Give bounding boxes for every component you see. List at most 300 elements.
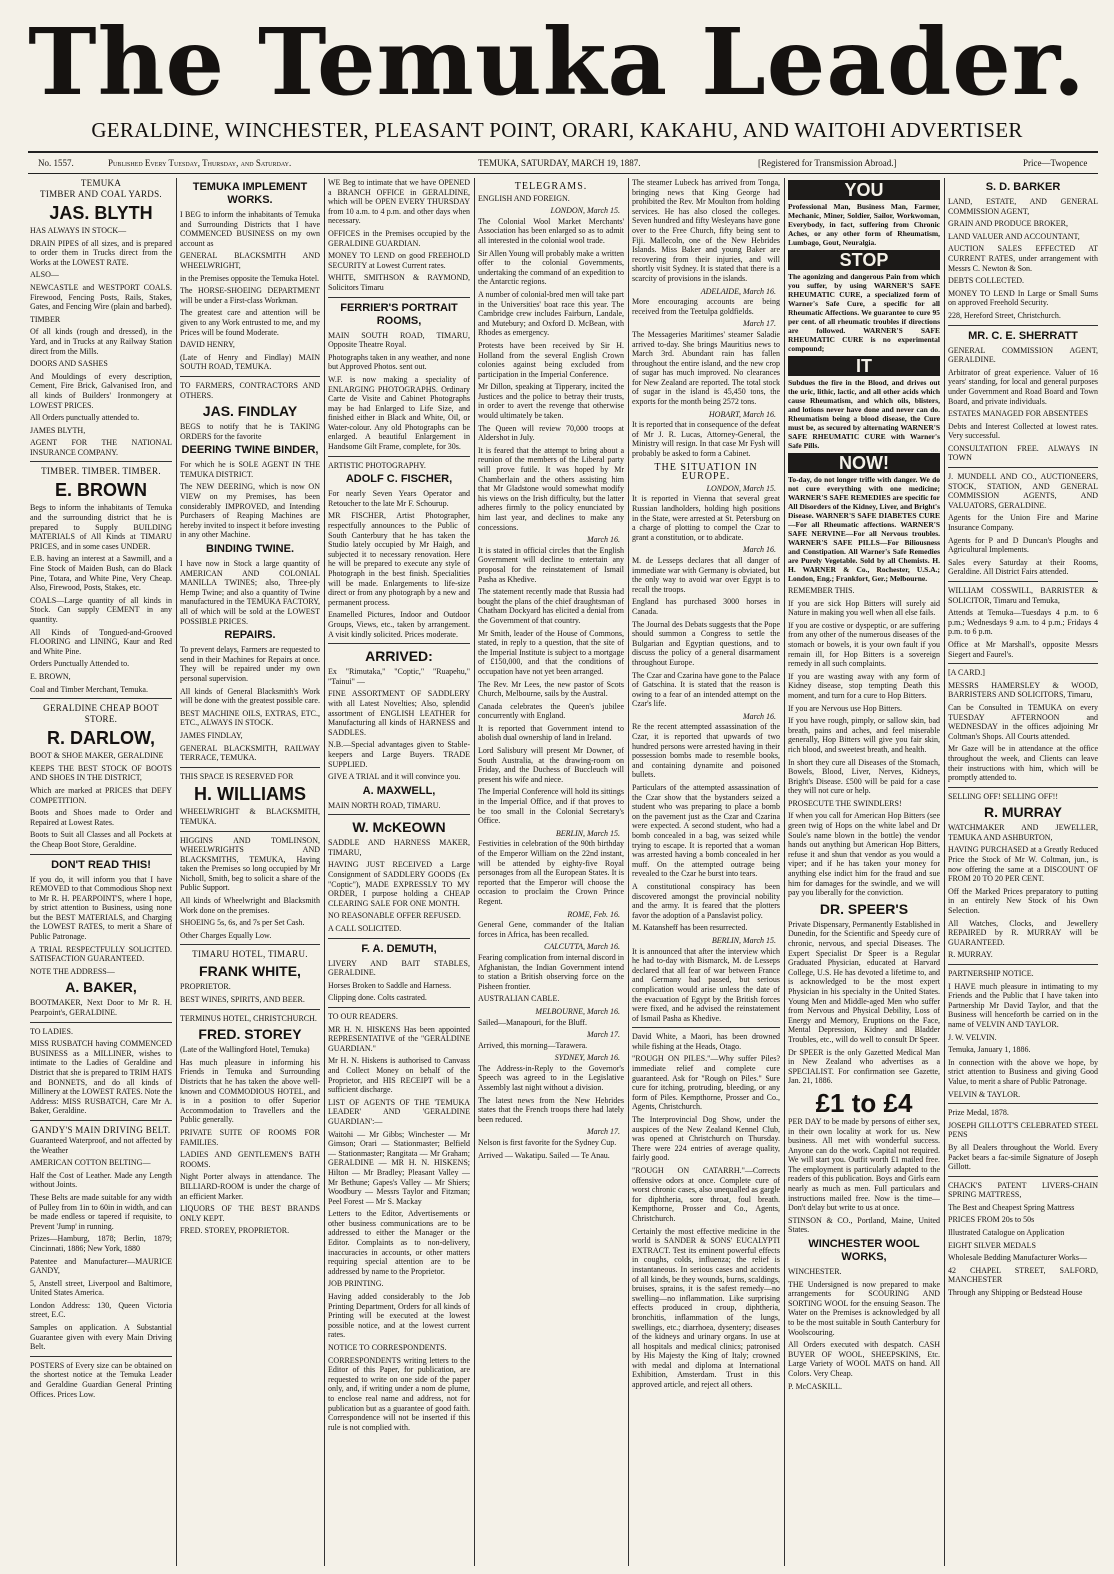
section-rule (328, 456, 470, 457)
centered-line: Prize Medal, 1878. (948, 1108, 1009, 1118)
dateline-entry: March 16. (742, 545, 776, 555)
paragraph: I have now in Stock a large quantity of AMERICAN AND COLONIAL MANILLA TWINES; also, Three-ply Hemp Twine; and also a quantity of Twine manufactured in the TEMUKA FACTORY, all of which will be sold at the LOWEST POSSIBLE PRICES. (180, 559, 320, 626)
paragraph: Fearing complication from internal discord in Afghanistan, the Indian Government intend to station a British observing force on the Pisheen frontier. (478, 952, 624, 991)
paragraph: THE Undersigned is now prepared to make arrangements for SCOURING AND SORTING WOOL for the ensuing Season. The Water on the Premises is acknowledged by all to be the most suitable in South Canterbury for Woolscouring. (788, 1279, 940, 1337)
column-4 (478, 178, 624, 1568)
paragraph: 228, Hereford Street, Christchurch. (948, 310, 1061, 320)
centered-line: WHITE, SMITHSON & RAYMOND, Solicitors Timaru (328, 273, 470, 292)
centered-line: GRAIN AND PRODUCE BROKER, (948, 219, 1069, 229)
paragraph: Protests have been received by Sir H. Holland from the several English Crown colonies against being excluded from participation in the Imperial Conference. (478, 340, 624, 379)
dateline-entry: ROME, Feb. 16. (567, 909, 620, 919)
paragraph: MISS RUSBATCH having COMMENCED BUSINESS as a MILLINER, wishes to intimate to the Ladies of Geraldine and District that she is prepared to TRIM HATS and BONNETS, and do all kinds of Millinery at the LOWEST RATES. Note the Address: MISS RUSBATCH, Care Mr A. Baker, Geraldine. (30, 1039, 172, 1116)
ad-heading: H. WILLIAMS (194, 784, 306, 805)
ad-heading: ADOLF C. FISCHER, (345, 473, 453, 486)
centered-line: NOTICE TO CORRESPONDENTS. (328, 1343, 447, 1352)
paragraph: FINE ASSORTMENT OF SADDLERY with all Latest Novelties; Also, splendid assortment of ENGLISH LEATHER for Manufacturing all kinds of HARNESS and SADDLES. (328, 689, 470, 737)
paragraph: Samples on application. A Substantial Guarantee given with every Main Driving Belt. (30, 1323, 172, 1352)
paragraph: POSTERS of Every size can be obtained on the shortest notice at the Temuka Leader and Geraldine Guardian General Printing Offices. Prices Low. (30, 1360, 172, 1399)
centered-line: Orders Punctually Attended to. (30, 659, 130, 669)
paragraph: The Interprovincial Dog Show, under the auspices of the New Zealand Kennel Club, was opened at Christchurch on Thursday. There were 224 entries of average quality, fairly good. (632, 1115, 780, 1163)
centered-line: THIS SPACE IS RESERVED FOR (180, 771, 294, 781)
paragraph: HAVING JUST RECEIVED a Large Consignment of SADDLERY GOODS (Ex "Coptic"), MADE EXPRESSLY TO MY ORDER, I purpose holding a CHEAP CLEARING SALE FOR ONE MONTH. (328, 860, 470, 908)
centered-line: EIGHT SILVER MEDALS (948, 1240, 1037, 1250)
centered-line: MONEY TO LEND In Large or Small Sums on approved Freehold Security. (948, 288, 1098, 308)
centered-line: WATCHMAKER AND JEWELLER, TEMUKA AND ASHBURTON, (948, 823, 1098, 842)
centered-line: BEST MACHINE OILS, EXTRAS, ETC., ETC., ALWAYS IN STOCK. (180, 708, 320, 728)
section-rule (30, 698, 172, 699)
paragraph: Agents for the Union Fire and Marine Insurance Company. (948, 513, 1098, 533)
paragraph: To prevent delays, Farmers are requested to send in their Machines for Repairs at once. They will be repaired under my own personal supervision. (180, 645, 320, 683)
centered-line: AUCTION SALES EFFECTED AT CURRENT RATES, under arrangement with Messrs C. Newton & Son. (948, 244, 1098, 273)
ad-heading: JAS. FINDLAY (202, 403, 298, 420)
paragraph: The Address-in-Reply to the Governor's Speech was agreed to in the Legislative Assembly last night without a division. (478, 1063, 624, 1093)
dateline-entry: March 17. (586, 1127, 620, 1137)
paragraph: It is reported in Vienna that several great Russian landholders, holding high positions in the State, were arrested at St. Petersburg on a charge of plotting to compel the Czar to grant a constitution, or to abdicate. (632, 494, 780, 542)
paragraph: Nelson is first favorite for the Sydney Cup. (478, 1138, 617, 1148)
column-5 (632, 178, 780, 1568)
ad-heading: A. BAKER, (65, 979, 137, 996)
paragraph: Sales every Saturday at their Rooms, Geraldine. All District Fairs attended. (948, 557, 1098, 577)
centered-line: TIMBER (30, 314, 61, 324)
section-rule (180, 767, 320, 768)
paragraph: "ROUGH ON PILES."—Why suffer Piles? immediate relief and complete cure guaranteed. Ask for "Rough on Piles." Sure cure for itching, protruding, bleeding, or any form of Piles. Kempthorne, Prosser and Co., Agents, Christchurch. (632, 1054, 780, 1112)
ad-heading: R. DARLOW, (47, 728, 155, 749)
column-divider (784, 178, 785, 1566)
ad-heading: ARRIVED: (365, 648, 433, 665)
centered-line: Patentee and Manufacturer—MAURICE GANDY, (30, 1256, 172, 1276)
ad-heading: R. MURRAY (983, 804, 1063, 821)
centered-line: Clipping done. Colts castrated. (328, 993, 427, 1003)
newspaper-title: The Temuka Leader. (28, 8, 1086, 116)
paragraph: PER DAY to be made by persons of either sex, in their own locality at work for us. New business. All met with wonderful success. Anyone can do the work. Capital not required. We will start you. Outfit worth £1 mailed free. The employment is particularly adapted to the readers of this publication. Boys and Girls earn nearly as much as men. Full particulars and instructions mailed free. Now is the time—Don't delay but write to us at once. (788, 1116, 940, 1213)
ad-heading: FRANK WHITE, (199, 963, 301, 980)
section-rule (328, 814, 470, 815)
column-7 (948, 178, 1098, 1568)
dateline (38, 155, 1098, 171)
paragraph: Sir Allen Young will probably make a written offer to the colonial Governments, undertaking the command of an expedition to the Antarctic regions. (478, 248, 624, 287)
centered-line: GENERAL COMMISSION AGENT, GERALDINE. (948, 345, 1098, 365)
paragraph: All Orders executed with despatch. CASH BUYER OF WOOL, SHEEPSKINS, Etc. Large Variety of WOOL MATS on hand. All Colors. Very Cheap. (788, 1340, 940, 1378)
section-rule (948, 964, 1098, 965)
paragraph: A constitutional conspiracy has been discovered amongst the provincial nobility and the army. It is feared that the plotters favor the adoption of a Panslavist policy. (632, 881, 780, 920)
section-rule (30, 461, 172, 462)
small-heading: TIMBER. TIMBER. TIMBER. (41, 466, 161, 477)
paragraph: If you are sick Hop Bitters will surely aid Nature in making you well when all else fails. (788, 598, 940, 618)
dateline-entry: HOBART, March 16. (708, 409, 776, 419)
paragraph: Having added considerably to the Job Printing Department, Orders for all kinds of Printing will be executed at the lowest possible notice, and at the lowest current rates. (328, 1292, 470, 1340)
paragraph: In connection with the above we hope, by strict attention to Business and giving Good Value, to merit a share of Public Patronage. (948, 1057, 1098, 1086)
ad-heading: W. McKEOWN (352, 819, 446, 836)
paragraph: Private Dispensary, Permanently Established in Dunedin, for the Scientific and Speedy cure of chronic, nervous, and special Diseases. The Expert Specialist Dr Speer is a Regular Graduated Physician, educated at Harvard College, U.S. He has devoted a lifetime to, and is acknowledged to be the most expert Physician in his specialty in the United States. Young Men and Middle-aged Men who suffer from Nervous and Physical Debility, Loss of Energy and Memory, Eruptions on the Face, Mental Depression, Kidney and Bladder Troubles, etc., will do well to consult Dr Speer. (788, 919, 940, 1044)
centered-line: REMEMBER THIS. (788, 586, 855, 595)
centered-line: PROPRIETOR. (180, 982, 231, 992)
paragraph: Mr Smith, leader of the House of Commons, stated, in reply to a question, that the site of the Imperial Institute is subject to a mortgage of £150,000, and that the conditions of occupation have not yet been arranged. (478, 628, 624, 676)
centered-line: GENERAL BLACKSMITH, RAILWAY TERRACE, TEMUKA. (180, 743, 320, 763)
paragraph: HIGGINS AND TOMLINSON, WHEELWRIGHTS AND BLACKSMITHS, TEMUKA, Having taken the Premises so long occupied by Mr Nicholl, Smith, beg to solicit a share of the Public Support. (180, 835, 320, 893)
paragraph: Mr Gaze will be in attendance at the office throughout the week, and Clients can leave their instructions with him, which will be promptly attended to. (948, 744, 1098, 783)
centered-line: Which are marked at PRICES that DEFY COMPETITION. (30, 785, 172, 805)
dateline-entry: MELBOURNE, March 16. (535, 1006, 620, 1016)
dateline-rule (28, 173, 1098, 174)
centered-line: SHOEING 5s, 6s, and 7s per Set Cash. (180, 918, 305, 928)
centered-line: MESSRS HAMERSLEY & WOOD, BARRISTERS AND SOLICITORS, Timaru, (948, 680, 1098, 700)
ad-text: To-day, do not longer trifle with danger. We do not cure everything with one medicine; WARNER'S SAFE REMEDIES are specific for All Disorders of the Kidney, Liver, and Bright's Disease. WARNER'S SAFE DIABETES CURE—For all Rheumatic affections. WARNER'S SAFE NERVINE—For all Nervous troubles. WARNER'S SAFE PILLS—For Biliousness and Constipation. All Warner's Safe Remedies are Purely Vegetable. Sold by all Chemists. H. H. WARNER & Co., Rochester, U.S.A.; London, Eng.; Frankfort, Ger.; Melbourne. (788, 475, 940, 583)
paragraph: All kinds of Wheelwright and Blacksmith Work done on the premises. (180, 896, 320, 915)
centered-line: WHEELWRIGHT & BLACKSMITH, TEMUKA. (180, 807, 320, 826)
centered-line: GENERAL BLACKSMITH AND WHEELWRIGHT, (180, 251, 320, 270)
centered-line: WILLIAM COSSWILL, BARRISTER & SOLICITOR, Timaru and Temuka, (948, 586, 1098, 605)
centered-line: Boots and Shoes made to Order and Repaired at Lowest Rates. (30, 808, 172, 827)
centered-line: PARTNERSHIP NOTICE. (948, 969, 1034, 978)
paragraph: The Rev. Mr Lees, the new pastor of Scots Church, Melbourne, sails by the Austral. (478, 679, 624, 699)
centered-line: ESTATES MANAGED FOR ABSENTEES (948, 409, 1089, 419)
centered-line: (Late of the Wallingford Hotel, Temuka) (180, 1045, 310, 1055)
paragraph: It is reported that in consequence of the defeat of Mr J. R. Lucas, Attorney-General, the Ministry will resign. In that case Mr Fysh will probably be asked to form a Cabinet. (632, 420, 780, 459)
paragraph: Waitohi — Mr Gibbs; Winchester — Mr Gimson; Orari — Stationmaster; Belfield — Stationmaster; Rangitata — Mr Graham; GERALDINE — MR H. N. HISKENS; Hilton — Mr Bradley; Pleasant Valley — Mr Bethune; Gapes's Valley — Mr Shiers; Woodbury — Messrs Taylor and Fitzman; Peel Forest — Mr S. Mackay (328, 1129, 470, 1206)
masthead (0, 0, 1114, 168)
paragraph: I BEG to inform the inhabitants of Temuka and Surrounding Districts that I have COMMENCED BUSINESS on my own account as (180, 210, 320, 248)
centered-line: Through any Shipping or Bedstead House (948, 1288, 1083, 1298)
paragraph: If you have rough, pimply, or sallow skin, bad breath, pains and aches, and feel miserable generally, Hop Bitters will give you fair skin, rich blood, and sweetest breath, and health. (788, 716, 940, 754)
paragraph: HAVING PURCHASED at a Greatly Reduced Price the Stock of Mr W. Coltman, jun., is now offering the same at a DISCOUNT OF FROM 20 TO 20 PER CENT. (948, 845, 1098, 884)
centered-line: TO LADIES. (30, 1026, 73, 1036)
centered-line: JAMES FINDLAY, (180, 730, 243, 740)
centered-line: AGENT FOR THE NATIONAL INSURANCE COMPANY. (30, 438, 172, 457)
paragraph: Office at Mr Marshall's, opposite Messrs Siegert and Faurel's. (948, 639, 1098, 659)
section-rule (948, 787, 1098, 788)
issue-date: TEMUKA, SATURDAY, MARCH 19, 1887. (478, 158, 641, 168)
centered-line: Illustrated Catalogue on Application (948, 1228, 1065, 1238)
paragraph: M. de Lesseps declares that all danger of immediate war with Germany is obviated, but the only way to avoid war over Egypt is to recall the troops. (632, 555, 780, 594)
centered-line: DEBTS COLLECTED. (948, 276, 1024, 286)
paragraph: DRAIN PIPES of all sizes, and is prepared to order them in Trucks direct from the Works at the LOWEST RATE. (30, 238, 172, 267)
price-banner-text: £1 to £4 (815, 1087, 913, 1118)
centered-line: GIVE A TRIAL and it will convince you. (328, 772, 461, 782)
ad-heading: A. MAXWELL, (362, 784, 436, 797)
banner-word: YOU (788, 180, 940, 200)
paragraph: N.B.—Special advantages given to Stable-keepers and Large Buyers. TRADE SUPPLIED. (328, 740, 470, 769)
centered-line: ALSO— (30, 270, 59, 280)
price: Price—Twopence (1023, 158, 1088, 168)
paragraph: If you are costive or dyspeptic, or are suffering from any other of the numerous diseases of the stomach or bowels, it is your own fault if you remain ill, for Hop Bitters is a sovereign remedy in all such complaints. (788, 620, 940, 669)
centered-line: BOOTMAKER, Next Door to Mr R. H. Pearpoint's, GERALDINE. (30, 998, 172, 1018)
section-rule (328, 643, 470, 644)
paragraph: If you are wasting away with any form of Kidney disease, stop tempting Death this moment, and turn for a cure to Hop Bitters. (788, 671, 940, 700)
paragraph: Festivities in celebration of the 90th birthday of the Emperor William on the 22nd instant, will be attended by eighty-five Royal personages from all the European States. It is reported that the Emperor will choose the occasion to proclaim the Crown Prince Regent. (478, 839, 624, 906)
ad-heading: WINCHESTER WOOL WORKS, (808, 1238, 920, 1264)
centered-line: BOOT & SHOE MAKER, GERALDINE (30, 751, 164, 761)
centered-line: Horses Broken to Saddle and Harness. (328, 980, 452, 990)
centered-line: TO FARMERS, CONTRACTORS AND OTHERS. (180, 380, 320, 400)
centered-line: ARTISTIC PHOTOGRAPHY. (328, 460, 426, 470)
ad-heading: MR. C. E. SHERRATT (968, 329, 1078, 342)
small-heading: TIMARU HOTEL, TIMARU. (192, 949, 308, 960)
centered-line: P. McCASKILL. (788, 1381, 843, 1391)
dateline-entry: March 17. (742, 319, 776, 329)
paragraph: Agents for P and D Duncan's Ploughs and Agricultural Implements. (948, 535, 1098, 555)
centered-line: A TRIAL RESPECTFULLY SOLICITED. SATISFACTION GUARANTEED. (30, 944, 172, 964)
dateline-entry: ADELAIDE, March 16. (700, 286, 776, 296)
centered-line: DAVID HENRY, (180, 340, 235, 350)
paragraph: The statement recently made that Russia had bought the plans of the chief draughtsman of Chatham Dockyard has elicited a denial from the Government of that country. (478, 587, 624, 625)
publication-days: Published Every Tuesday, Thursday, and Saturday. (108, 158, 292, 168)
column-divider (474, 178, 475, 1566)
centered-line: TERMINUS HOTEL, CHRISTCHURCH. (180, 1013, 317, 1023)
centered-line: NOTE THE ADDRESS— (30, 966, 115, 976)
ad-heading: BINDING TWINE. (206, 543, 294, 556)
paragraph: Prizes—Hamburg, 1878; Berlin, 1879; Cincinnati, 1886; New York, 1880 (30, 1234, 172, 1253)
centered-line: For which he is SOLE AGENT IN THE TEMUKA DISTRICT. (180, 460, 320, 479)
paragraph: M. Katansheff has been resurrected. (632, 923, 748, 933)
centered-line: PRIVATE SUITE OF ROOMS FOR FAMILIES. (180, 1127, 320, 1147)
ad-heading: F. A. DEMUTH, (361, 942, 437, 955)
paragraph: All Watches, Clocks, and Jewellery REPAIRED by R. MURRAY will be GUARANTEED. (948, 918, 1098, 947)
ad-heading: FRED. STOREY (198, 1026, 302, 1043)
dateline-entry: LONDON, March 15. (550, 206, 620, 216)
section-rule (632, 1027, 780, 1028)
paragraph: Certainly the most effective medicine in the world is SANDER & SONS' EUCALYPTI EXTRACT. Test its eminent powerful effects in coughs, colds, influenza; the relief is instantaneous. In serious cases and accidents of all kinds, be they wounds, burns, scaldings, bruises, sprains, it is the safest remedy—no swelling—no inflammation. Like surprising effects produced in croup, diphtheria, bronchitis, inflammation of the lungs, swellings, etc.; diarrhoea, dysentery; diseases of the kidneys and urinary organs. In use at all hospitals and medical clinics; patronised by His Majesty the King of Italy; crowned with medal and diploma at International Exhibition, Amsterdam. Trust in this approved article, and reject all others. (632, 1226, 780, 1390)
registration-note: [Registered for Transmission Abroad.] (758, 158, 897, 168)
paragraph: Begs to inform the inhabitants of Temuka and the surrounding district that he is prepared to Supply BUILDING MATERIALS of All Kinds at TIMARU PRICES, and in some cases UNDER. (30, 503, 172, 551)
dateline-entry: BERLIN, March 15. (555, 828, 620, 838)
centered-line: LIST OF AGENTS OF THE 'TEMUKA LEADER' AND 'GERALDINE GUARDIAN':— (328, 1097, 470, 1126)
paragraph: Enamelled Pictures, Indoor and Outdoor Groups, Views, etc., taken by arrangement. A visit kindly solicited. Prices moderate. (328, 610, 470, 639)
dateline-entry: BERLIN, March 15. (711, 935, 776, 945)
centered-line: Guaranteed Waterproof, and not affected by the Weather (30, 1135, 172, 1155)
paragraph: KEEPS THE BEST STOCK OF BOOTS AND SHOES IN THE DISTRICT, (30, 763, 172, 783)
paragraph: The HORSE-SHOEING DEPARTMENT will be under a First-class Workman. (180, 286, 320, 305)
dateline-entry: CALCUTTA, March 16. (543, 942, 620, 952)
ad-heading: REPAIRS. (224, 629, 276, 642)
centered-line: Wholesale Bedding Manufacturer Works— (948, 1253, 1087, 1263)
paragraph: The greatest care and attention will be given to any Work entrusted to me, and my Prices will be found Moderate. (180, 308, 320, 337)
centered-line: JAMES BLYTH, (30, 425, 86, 435)
paragraph: It is feared that the attempt to bring about a reunion of the members of the Liberal party will prove futile. It was hoped by Mr Chamberlain and the others assisting him that Mr Gladstone would somewhat modify his views on the Irish difficulty, but the latter adheres firmly to the policy enunciated by him last year, and declines to make any concessions. (478, 445, 624, 532)
paragraph: If you are Nervous use Hop Bitters. (788, 703, 902, 713)
section-rule (948, 467, 1098, 468)
centered-line: AUSTRALIAN CABLE. (478, 994, 560, 1004)
paragraph: Arrived, this morning—Tarawera. (478, 1040, 588, 1050)
ad-text: Subdues the fire in the Blood, and drives out the uric, lithic, lactic, and all other acids which cause Rheumatism, and which oils, blisters, and lotions never have done and never can do. Rheumatism being a blood disease, the Cure must be, as secured by alternating WARNER'S SAFE RHEUMATIC CURE with Warner's Safe Pills. (788, 378, 940, 450)
paragraph: MR H. N. HISKENS Has been appointed REPRESENTATIVE of the "GERALDINE GUARDIAN." (328, 1024, 470, 1053)
section-rule (948, 1103, 1098, 1104)
paragraph: Half the Cost of Leather. Made any Length without Joints. (30, 1170, 172, 1190)
column-divider (324, 178, 325, 1566)
paragraph: The Messageries Maritimes' steamer Saladie arrived to-day. She brings Mauritius news to March 3rd. Abundant rain has fallen throughout the entire island, and the new crop of sugar has much improved. No clearances for New Zealand are reported. The total stock of sugar in the island is 45,450 tons, the exports for the month being 2572 tons. (632, 329, 780, 407)
ad-text: Professional Man, Business Man, Farmer, Mechanic, Miner, Soldier, Sailor, Workwoman, Everybody, in fact, suffering from Chronic Aches, or any other form of Rheumatism, Lumbago, Gout, Neuralgia. (788, 202, 940, 247)
section-rule (30, 1120, 172, 1121)
paragraph: If you do, it will inform you that I have REMOVED to that Commodious Shop next to Mr R. H. PEARPOINT'S, where I hope, by strict attention to Business, using none but the BEST MATERIALS, and Charging the LOWEST RATES, to merit a Share of Public Patronage. (30, 874, 172, 942)
paragraph: And Mouldings of every description, Cement, Fire Brick, Galvanised Iron, and all kinds of Builders' Ironmongery at LOWEST PRICES. (30, 371, 172, 410)
paragraph: "ROUGH ON CATARRH."—Corrects offensive odors at once. Complete cure of worst chronic cases, also unequalled as gargle for diphtheria, sore throat, foul breath. Kempthorne, Prosser and Co., Agents, Christchurch. (632, 1166, 780, 1223)
section-rule (180, 944, 320, 945)
centered-line: BEST WINES, SPIRITS, AND BEER. (180, 995, 305, 1005)
paragraph: in the Premises opposite the Temuka Hotel. (180, 273, 320, 283)
paragraph: A number of colonial-bred men will take part in the Universities' boat race this year. The Cambridge crew includes Fairburn, Landale, and Mutebury; and Oxford D. McBean, with Rhodes as emergency. (478, 289, 624, 338)
centered-line: CONSULTATION FREE. ALWAYS IN TOWN (948, 443, 1098, 463)
section-rule (180, 1009, 320, 1010)
section-rule (30, 1356, 172, 1357)
paragraph: NEWCASTLE and WESTPORT COALS. Firewood, Fencing Posts, Rails, Stakes, Gates, and Fencing Wire (plain and barbed). (30, 282, 172, 312)
centered-line: MAIN NORTH ROAD, TIMARU. (328, 800, 441, 810)
paragraph: Letters to the Editor, Advertisements or other business communications are to be addressed to either the Manager or the Editor. Complaints as to non-delivery, inaccuracies in accounts, or other matters requiring special attention are to be addressed by name to the Proprietor. (328, 1209, 470, 1276)
dateline-entry: March 16. (586, 535, 620, 545)
small-heading: TEMUKA (80, 178, 122, 188)
dateline-entry: March 16. (742, 711, 776, 721)
column-1 (30, 178, 172, 1568)
centered-line: J. MUNDELL AND CO., AUCTIONEERS, STOCK, STATION, AND GENERAL COMMISSION AGENTS, AND VALUATORS, GERALDINE. (948, 472, 1098, 510)
paragraph: COALS—Large quantity of all kinds in Stock. Can supply CEMENT in any quantity. (30, 595, 172, 624)
paragraph: The Journal des Debats suggests that the Pope should summon a Congress to settle the Bulgarian and Egyptian questions, and to discuss the policy of a general disarmament throughout Europe. (632, 619, 780, 667)
banner-word: IT (788, 356, 940, 376)
paragraph: Off the Marked Prices preparatory to putting in an entirely New Stock of his Own Selection. (948, 886, 1098, 916)
dateline-entry: SYDNEY, March 16. (554, 1053, 620, 1063)
paragraph: The steamer Lubeck has arrived from Tonga, bringing news that King George had prohibited the Rev. Mr Moulton from holding services. He has also closed the colleges. Seven hundred and fifty Wesleyans have gone over to the Free Church, fifty being sent to Fiji. Mallecoln, one of the New Hebrides Islands. Miss Baker and young Baker are recovering from their injuries, and will shortly visit Sydney. It is stated that there is a scarcity of provisions in the islands. (632, 178, 780, 283)
paragraph: Dr SPEER is the only Gazetted Medical Man in New Zealand who advertises as a SPECIALIST. For confirmation see Gazette, Jan. 21, 1886. (788, 1047, 940, 1086)
centered-line: [A CARD.] (948, 668, 985, 678)
paragraph: MR FISCHER, Artist Photographer, respectfully announces to the Public of South Canterbury that he has taken the Studio lately occupied by Mr Haigh, and subjected it to necessary renovation. Here he will be prepared to execute any style of Photograph in the best finish. Specialities will be made. Enlargements to life-size direct or from any photograph by a new and permanent process. (328, 511, 470, 607)
paragraph: Particulars of the attempted assassination of the Czar show that the bystanders seized a student who was preparing to place a bomb on the pavement just as the Czar and Czarina were expected. A second student, who had a bomb concealed in a bag, was seized while trying to escape. It is reported that a woman was arrested having a bomb concealed in her muff. On the attempted outrage being revealed to the Czar he burst into tears. (632, 783, 780, 879)
ad-heading: DR. SPEER'S (819, 900, 909, 917)
paragraph: WE Beg to intimate that we have OPENED a BRANCH OFFICE in GERALDINE, which will be OPEN EVERY THURSDAY from 10 a.m. to 4 p.m. and other days when necessary. (328, 178, 470, 226)
centered-line: (Late of Henry and Findlay) MAIN SOUTH ROAD, TEMUKA. (180, 352, 320, 372)
centered-line: 42 CHAPEL STREET, SALFORD, MANCHESTER (948, 1265, 1098, 1285)
paragraph: David White, a Maori, has been drowned while fishing at the Heads, Otago. (632, 1032, 780, 1051)
paragraph: General Gene, commander of the Italian forces in Africa, has been recalled. (478, 920, 624, 939)
section-rule (948, 1176, 1098, 1177)
ad-text: The agonizing and dangerous Pain from which you suffer, by using WARNER'S SAFE RHEUMATIC CURE, a specialized form of Warner's Safe Cure, a specific for all Rheumatic Affections. We guarantee to cure 95 per cent. of all rheumatic troubles if directions are followed. WARNER'S SAFE RHEUMATIC CURE is no experimental compound; (788, 272, 940, 353)
paragraph: E.B. having an interest at a Sawmill, and a Fine Stock of Maiden Bush, can do Black Pine, Totara, and White Pine, Very Cheap. Also, Firewood, Posts, Stakes, etc. (30, 554, 172, 593)
section-rule (948, 325, 1098, 326)
masthead-rule (28, 151, 1098, 153)
centered-line: PRICES FROM 20s to 50s (948, 1215, 1035, 1225)
paragraph: Can be Consulted in TEMUKA on every TUESDAY AFTERNOON and WEDNESDAY in the offices adjoining Mr Coltman's Shops. All Courts attended. (948, 702, 1098, 741)
paragraph: It is stated in official circles that the English Government will decline to entertain any proposal for the reinstatement of Ismail Pasha as Khedive. (478, 545, 624, 584)
centered-line: SADDLE AND HARNESS MAKER, TIMARU, (328, 838, 470, 857)
section-rule (30, 1022, 172, 1023)
paragraph: Sailed—Manapouri, for the Bluff. (478, 1017, 587, 1027)
centered-line: LIQUORS OF THE BEST BRANDS ONLY KEPT. (180, 1204, 320, 1223)
paragraph: Re the recent attempted assassination of the Czar, it is reported that upwards of two hundred persons were arrested having in their possession bombs made to resemble books, and containing dynamite and poisoned bullets. (632, 722, 780, 780)
paragraph: Of all kinds (rough and dressed), in the Yard, and in Trucks at any Railway Station direct from the Mills. (30, 327, 172, 356)
section-rule (328, 297, 470, 298)
centered-line: JOB PRINTING. (328, 1279, 384, 1289)
paragraph: W.F. is now making a speciality of ENLARGING PHOTOGRAPHS. Ordinary Carte de Visite and Cabinet Photographs may be had Enlarged to Life Size, and finished either in Black and White, Oil, or Water-colour. Any old Photographs can be enlarged. A beautiful Enlargement in Handsome Gilt Frame, complete, for 30s. (328, 374, 470, 452)
section-heading: TELEGRAMS. (514, 181, 588, 192)
centered-line: JOSEPH GILLOTT'S CELEBRATED STEEL PENS (948, 1120, 1098, 1140)
centered-line: STINSON & CO., Portland, Maine, United States. (788, 1215, 940, 1235)
paragraph: If when you call for American Hop Bitters (see green twig of Hops on the white label and Dr Soule's name blown in the bottle) the vendor hands out anything but American Hop Bitters, refuse it and shun that vendor as you would a viper; and if he has taken your money for anything else indict him for the fraud and sue him for damages for the swindle, and we will pay you liberally for the conviction. (788, 811, 940, 898)
paragraph: The Queen will review 70,000 troops at Aldershot in July. (478, 423, 624, 443)
paragraph: MONEY TO LEND on good FREEHOLD SECURITY at Lowest Current rates. (328, 251, 470, 270)
centered-line: LAND, ESTATE, AND GENERAL COMMISSION AGENT, (948, 197, 1098, 216)
paragraph: The Imperial Conference will hold its sittings in the Imperial Office, and if that proves to be too small in the Colonial Secretary's Office. (478, 787, 624, 826)
centered-line: All Orders punctually attended to. (30, 413, 140, 423)
small-heading: GANDY'S MAIN DRIVING BELT. (31, 1124, 171, 1135)
ad-heading: JAS. BLYTH (49, 203, 153, 223)
banner-word: NOW! (788, 453, 940, 473)
centered-line: VELVIN & TAYLOR. (948, 1089, 1021, 1099)
centered-line: For nearly Seven Years Operator and Retoucher to the late Mr F. Schourup. (328, 489, 470, 508)
paragraph: Arbitrator of great experience. Valuer of 16 years' standing, for local and general purposes under Government and Road Board and Town Board, and private individuals. (948, 367, 1098, 406)
paragraph: All kinds of General Blacksmith's Work will be done with the greatest possible care. (180, 686, 320, 706)
column-divider (628, 178, 629, 1566)
paragraph: The Czar and Czarina have gone to the Palace of Gatschina. It is stated that the reason is owing to a fear of an intended attempt on the Czar's life. (632, 670, 780, 709)
ad-heading: DEERING TWINE BINDER, (181, 444, 319, 457)
ad-heading: DON'T READ THIS! (51, 858, 151, 871)
paragraph: Lord Salisbury will present Mr Downer, of South Australia, at the drawing-room on Friday, and the Duchess of Buccleuch will present his wife and niece. (478, 746, 624, 784)
paragraph: Canada celebrates the Queen's jubilee concurrently with England. (478, 701, 624, 721)
centered-line: A CALL SOLICITED. (328, 924, 402, 934)
centered-line: Ex "Rimutaka," "Coptic," "Ruapehu," "Tainui" — (328, 667, 470, 686)
paragraph: Attends at Temuka—Tuesdays 4 p.m. to 6 p.m.; Wednesdays 9 a.m. to 4 p.m.; Fridays 4 p.m. to 6 p.m. (948, 608, 1098, 637)
paragraph: The NEW DEERING, which is now ON VIEW on my Premises, has been considerably IMPROVED, and Intending Purchasers of Reaping Machines are hereby invited to inspect it before investing in any other Machine. (180, 482, 320, 540)
section-rule (948, 663, 1098, 664)
centered-line: The Best and Cheapest Spring Mattress (948, 1202, 1075, 1212)
centered-line: 5, Anstell street, Liverpool and Baltimore, United States America. (30, 1278, 172, 1298)
centered-line: TO OUR READERS. (328, 1012, 398, 1021)
small-heading: GERALDINE CHEAP BOOT STORE. (43, 703, 159, 725)
paragraph: These Belts are made suitable for any width of Pulley from 1in to 60in in width, and can be made endless or tapered if requisite, to Prevent 'Jump' in running. (30, 1192, 172, 1231)
centered-line: PROSECUTE THE SWINDLERS! (788, 798, 902, 808)
section-rule (328, 1007, 470, 1008)
paragraph: It is announced that after the interview which he had to-day with Bismarck, M. de Lesseps declared that all fear of war between France and Germany had passed, but serious complication would arise unless the date of the evacuation of Egypt by the British forces were fixed, and he advised the reinstatement of Ismail Pasha as Khedive. (632, 946, 780, 1023)
centered-line: LAND VALUER AND ACCOUNTANT, (948, 231, 1080, 241)
centered-line: Boots to Suit all Classes and all Pockets at the Cheap Boot Store, Geraldine. (30, 830, 172, 849)
centered-line: Other Charges Equally Low. (180, 930, 272, 940)
paragraph: OFFICES in the Premises occupied by the GERALDINE GUARDIAN. (328, 228, 470, 248)
price-banner (788, 1089, 940, 1117)
newspaper-subtitle: GERALDINE, WINCHESTER, PLEASANT POINT, ORARI, KAKAHU, AND WAITOHI ADVERTISER (91, 118, 1023, 142)
centered-line: NO REASONABLE OFFER REFUSED. (328, 911, 461, 921)
column-6 (788, 178, 940, 1568)
paragraph: CORRESPONDENTS writing letters to the Editor of this Paper, for publication, are requested to write on one side of the paper only, and, if writing under a nom de plume, to enclose real name and address, not for publication but as a guarantee of good faith. Correspondence will not be inserted if this rule is not complied with. (328, 1355, 470, 1432)
paragraph: It is reported that Government intend to abolish dual ownership of land in Ireland. (478, 723, 624, 743)
paragraph: All Kinds of Tongued-and-Grooved FLOORING and LINING, Kaur and Red and White Pine. (30, 627, 172, 656)
centered-line: FRED. STOREY, PROPRIETOR. (180, 1226, 290, 1236)
section-rule (948, 581, 1098, 582)
centered-line: J. W. VELVIN. (948, 1032, 997, 1042)
centered-line: DOORS AND SASHES (30, 359, 108, 369)
centered-line: LIVERY AND BAIT STABLES, GERALDINE. (328, 958, 470, 978)
ad-heading: S. D. BARKER (985, 181, 1061, 193)
section-rule (328, 938, 470, 939)
centered-line: SELLING OFF! SELLING OFF!! (948, 791, 1058, 801)
centered-line: MAIN SOUTH ROAD, TIMARU, Opposite Theatre Royal. (328, 330, 470, 350)
centered-line: AMERICAN COTTON BELTING— (30, 1158, 151, 1168)
ad-heading: E. BROWN (55, 480, 147, 501)
paragraph: Mr H. N. Hiskens is authorised to Canvass and Collect Money on behalf of the Proprietor, and HIS RECEIPT will be a sufficient discharge. (328, 1056, 470, 1095)
paragraph: More encouraging accounts are being received from the Teetulpa goldfields. (632, 297, 780, 316)
centered-line: Coal and Timber Merchant, Temuka. (30, 684, 148, 694)
dateline-entry: March 17. (586, 1030, 620, 1040)
dateline-entry: LONDON, March 15. (706, 483, 776, 493)
centered-line: R. MURRAY. (948, 950, 993, 960)
paragraph: Night Porter always in attendance. The BILLIARD-ROOM is under the charge of an efficient Marker. (180, 1172, 320, 1201)
centered-line: WINCHESTER. (788, 1267, 842, 1277)
paragraph: Has much pleasure in informing his Friends in Temuka and Surrounding Districts that he has taken the above well-known and COMMODIOUS HOTEL, and is in a position to offer Superior Accommodation to Travellers and the Public generally. (180, 1057, 320, 1125)
centered-line: CHACK'S PATENT LIVERS-CHAIN SPRING MATTRESS, (948, 1180, 1098, 1200)
paragraph: Photographs taken in any weather, and none but Approved Photos. sent out. (328, 352, 470, 372)
paragraph: I HAVE much pleasure in intimating to my Friends and the Public that I have taken into Partnership Mr David Taylor, and that the Business will henceforth be carried on in the name of VELVIN AND TAYLOR. (948, 981, 1098, 1029)
paragraph: Arrived — Wakatipu. Sailed — Te Anau. (478, 1150, 610, 1160)
centered-line: LADIES AND GENTLEMEN'S BATH ROOMS. (180, 1150, 320, 1169)
paragraph: Mr Dillon, speaking at Tipperary, incited the Justices and the police to betray their trusts, in order to avert the revenge that otherwise would ultimately be taken. (478, 382, 624, 421)
issue-number: No. 1557. (38, 158, 74, 168)
centered-line: ENGLISH AND FOREIGN. (478, 193, 570, 203)
column-divider (176, 178, 177, 1566)
section-rule (180, 831, 320, 832)
